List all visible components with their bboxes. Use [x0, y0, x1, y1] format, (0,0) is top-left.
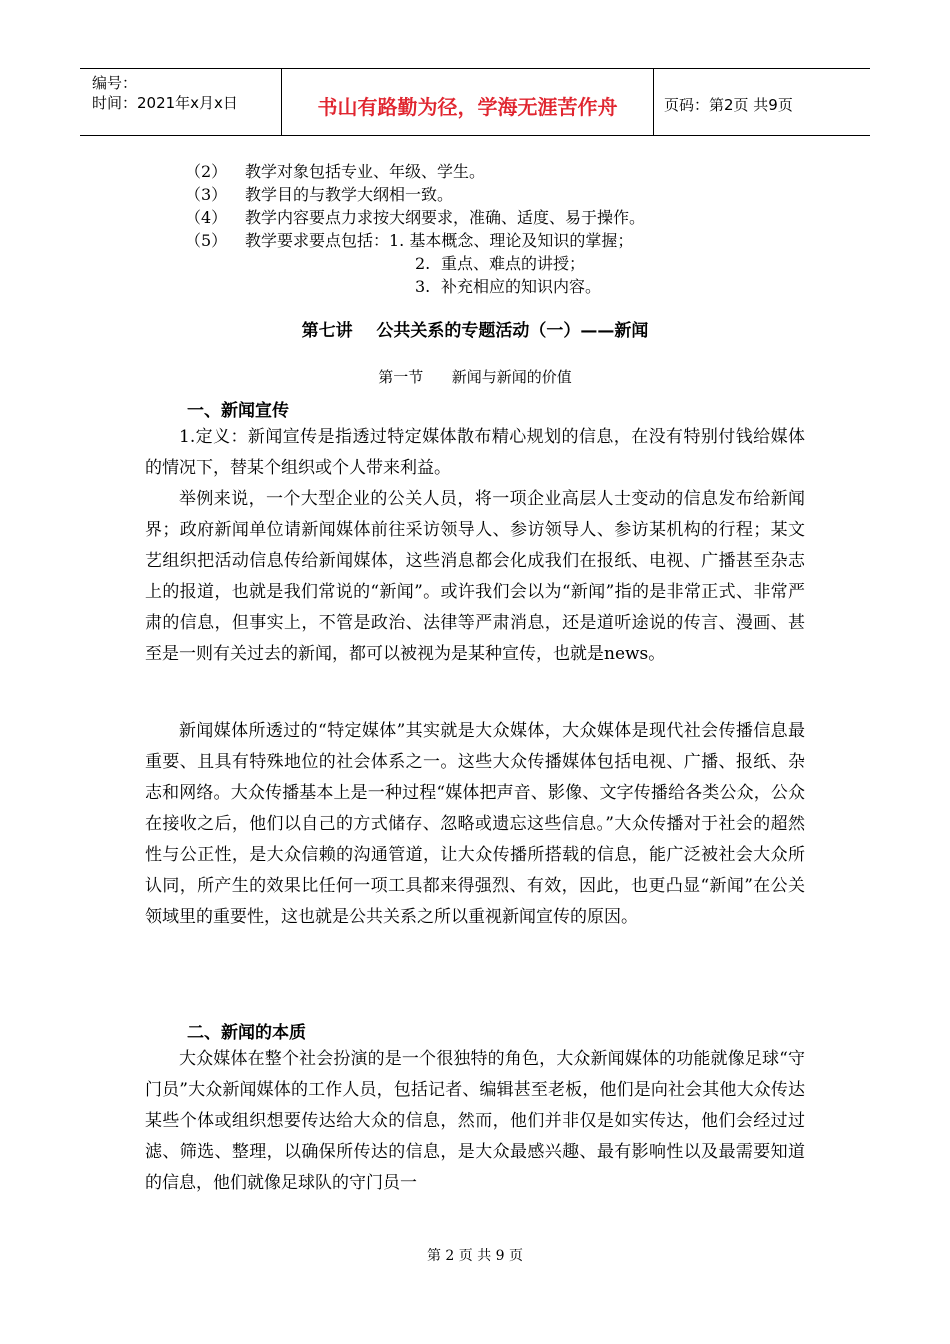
list-item-number: （5） [185, 231, 228, 250]
paragraph-example: 举例来说，一个大型企业的公关人员，将一项企业高层人士变动的信息发布给新闻界；政府新闻单位请新闻媒体前往采访领导人、参访领导人、参访某机构的行程；某文艺组织把活动信息传给新闻媒体，这些消息都会化成我们在报纸、电视、广播甚至杂志上的报道，也就是我们常说的“新闻”。或许我们会以为“新闻”指的是非常正式、非常严肃的信息，但事实上，不管是政治、法律等严肃消息，还是道听途说的传言、漫画、甚至是一则有关过去的新闻，都可以被视为是某种宣传，也就是news。 [145, 489, 805, 664]
list-item [185, 206, 645, 229]
number-label: 编号： [92, 74, 138, 92]
list-item-number: （3） [185, 185, 228, 204]
page-footer: 第 2 页 共 9 页 [426, 1248, 524, 1264]
list-subitem-number: 3. [415, 277, 431, 296]
list-subitem-number: 2. [415, 254, 431, 273]
list-subitem-text: 重点、难点的讲授； [441, 254, 586, 273]
list-item-number: （2） [185, 162, 228, 181]
paragraph-definition: 1.定义：新闻宣传是指透过特定媒体散布精心规划的信息，在没有特别付钱给媒体的情况下，替某个组织或个人带来利益。 [145, 427, 805, 478]
header-table [80, 68, 870, 136]
list-item [185, 183, 645, 206]
list-item-text: 教学对象包括专业、年级、学生。 [245, 162, 486, 181]
list-subitem [185, 275, 645, 298]
header-left-cell [80, 69, 282, 135]
list-item [185, 229, 645, 252]
list-item [185, 160, 645, 183]
list-item-text: 教学要求要点包括：1. 基本概念、理论及知识的掌握； [245, 231, 634, 250]
list-subitem [185, 252, 645, 275]
heading-news-publicity: 一、新闻宣传 [187, 401, 289, 421]
paragraph-gatekeeper: 大众媒体在整个社会扮演的是一个很独特的角色，大众新闻媒体的功能就像足球“守门员”大众新闻媒体的工作人员，包括记者、编辑甚至老板，他们是向社会其他大众传达某些个体或组织想要传达给大众的信息，然而，他们并非仅是如实传达，他们会经过过滤、筛选、整理，以确保所传达的信息，是大众最感兴趣、最有影响性以及最需要知道的信息，他们就像足球队的守门员一 [145, 1049, 805, 1193]
motto: 书山有路勤为径，学海无涯苦作舟 [282, 69, 654, 135]
list-item-text: 教学内容要点力求按大纲要求，准确、适度、易于操作。 [245, 208, 646, 227]
requirements-list [185, 160, 645, 298]
date-label: 时间：2021年x月x日 [92, 94, 238, 112]
list-item-text: 教学目的与教学大纲相一致。 [245, 185, 454, 204]
list-item-number: （4） [185, 208, 228, 227]
page-info: 页码：第2页 共9页 [664, 95, 793, 114]
heading-news-nature: 二、新闻的本质 [187, 1023, 306, 1043]
section-title: 第一节 新闻与新闻的价值 [378, 368, 572, 386]
lecture-title: 第七讲 公共关系的专题活动（一）——新闻 [301, 321, 649, 341]
paragraph-mass-media: 新闻媒体所透过的“特定媒体”其实就是大众媒体，大众媒体是现代社会传播信息最重要、且具有特殊地位的社会体系之一。这些大众传播媒体包括电视、广播、报纸、杂志和网络。大众传播基本上是一种过程“媒体把声音、影像、文字传播给各类公众，公众在接收之后，他们以自己的方式储存、忽略或遗忘这些信息。”大众传播对于社会的超然性与公正性，是大众信赖的沟通管道，让大众传播所搭载的信息，能广泛被社会大众所认同，所产生的效果比任何一项工具都来得强烈、有效，因此，也更凸显“新闻”在公关领域里的重要性，这也就是公共关系之所以重视新闻宣传的原因。 [145, 721, 805, 927]
list-subitem-text: 补充相应的知识内容。 [441, 277, 602, 296]
